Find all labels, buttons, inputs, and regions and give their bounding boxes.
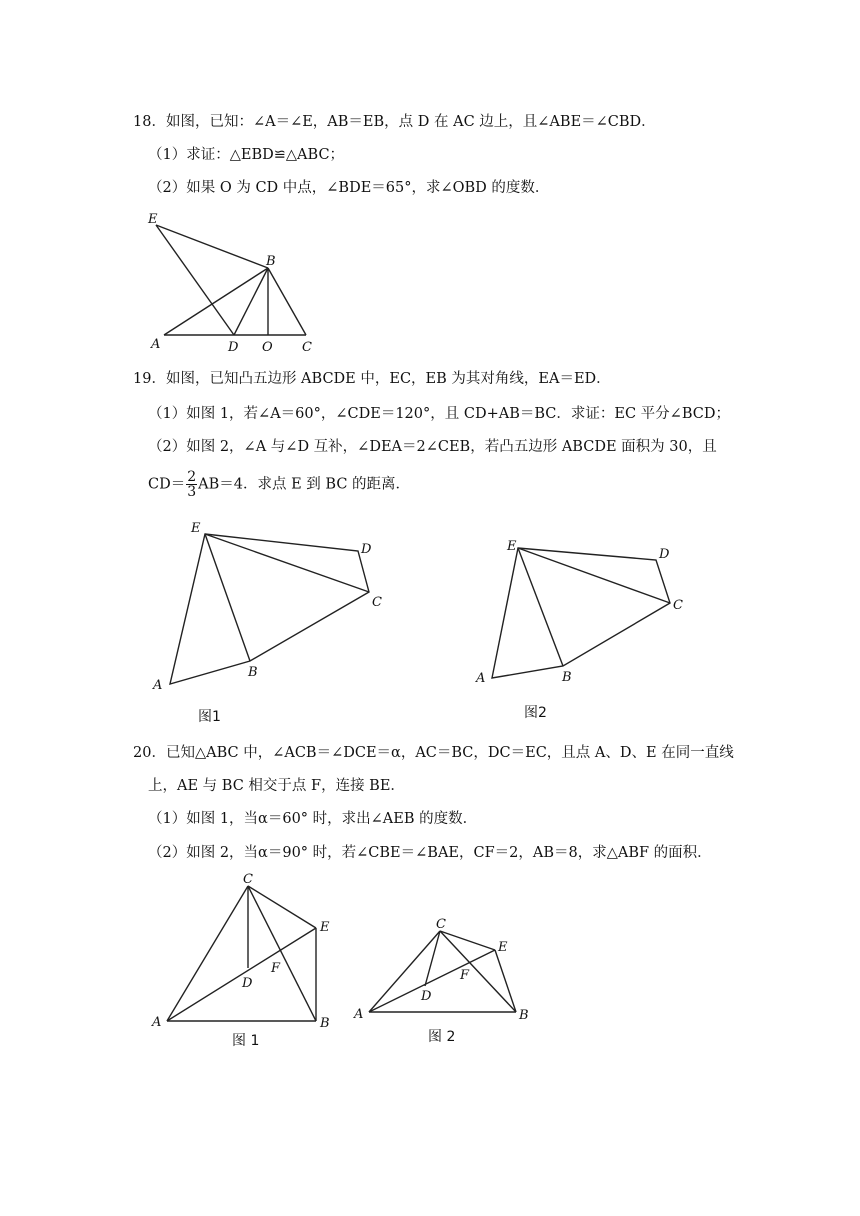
q20f2-label-E: E [498,940,508,955]
q19-frac-den: 3 [187,484,197,500]
q19-part1: （1）如图 1，若∠A＝60°，∠CDE＝120°，且 CD+AB＝BC．求证：EC 平分∠BCD； [148,406,730,422]
q19-part2-suffix: AB＝4．求点 E 到 BC 的距离． [198,476,411,493]
q20f1-label-B: B [320,1016,330,1031]
q19f2-label-C: C [673,598,683,613]
q18-stem: 18．如图，已知：∠A＝∠E，AB＝EB，点 D 在 AC 边上，且∠ABE＝∠CBD． [133,114,656,130]
q18-label-O: O [262,340,273,355]
q20f1-label-E: E [320,920,330,935]
q20f2-label-C: C [436,917,446,932]
q20f2-label-A: A [354,1007,364,1022]
q18-label-D: D [228,340,239,355]
q20-stem: 20．已知△ABC 中，∠ACB＝∠DCE＝α，AC＝BC，DC＝EC，且点 A、D、E 在同一直线 [133,745,734,761]
q20-fig1-caption: 图 1 [232,1033,260,1049]
q19-part2-prefix: CD＝ [148,476,186,493]
q18-label-A: A [151,337,161,352]
q18-part2: （2）如果 O 为 CD 中点，∠BDE＝65°，求∠OBD 的度数． [148,180,550,196]
q19f2-label-A: A [476,671,486,686]
q19f2-label-B: B [562,670,572,685]
q20-part1: （1）如图 1，当α＝60° 时，求出∠AEB 的度数． [148,811,478,827]
q18-label-E: E [148,212,158,227]
q20f2-label-F: F [460,968,470,983]
q19-part2: （2）如图 2，∠A 与∠D 互补，∠DEA＝2∠CEB，若凸五边形 ABCDE 面积为 30，且 [148,439,717,455]
q18-label-C: C [302,340,312,355]
q18-label-B: B [266,254,276,269]
q19f1-label-A: A [153,678,163,693]
q19f1-label-B: B [248,665,258,680]
q18-part1: （1）求证：△EBD≌△ABC； [148,147,345,163]
q19f2-label-D: D [659,547,670,562]
q20f1-label-D: D [242,976,253,991]
q20-stem-line2: 上，AE 与 BC 相交于点 F，连接 BE． [148,778,405,794]
q19-frac-num: 2 [187,469,197,485]
q19-fig1-caption: 图1 [198,709,221,725]
q20f2-seg-EB [495,950,516,1012]
q20f2-label-D: D [421,989,432,1004]
q20f2-label-B: B [519,1008,529,1023]
q20f1-label-A: A [152,1015,162,1030]
q19f1-label-E: E [191,521,201,536]
q20-fig2-caption: 图 2 [428,1029,456,1045]
q19f1-label-D: D [361,542,372,557]
q20f1-label-F: F [271,961,281,976]
q19f1-label-C: C [372,595,382,610]
q20-part2: （2）如图 2，当α＝90° 时，若∠CBE＝∠BAE，CF＝2，AB＝8，求△ABF 的面积． [148,845,712,861]
q19f2-label-E: E [507,539,517,554]
q20f1-label-C: C [243,872,253,887]
q19-stem: 19．如图，已知凸五边形 ABCDE 中，EC，EB 为其对角线，EA＝ED． [133,371,611,387]
q19-fig2-caption: 图2 [524,705,547,721]
